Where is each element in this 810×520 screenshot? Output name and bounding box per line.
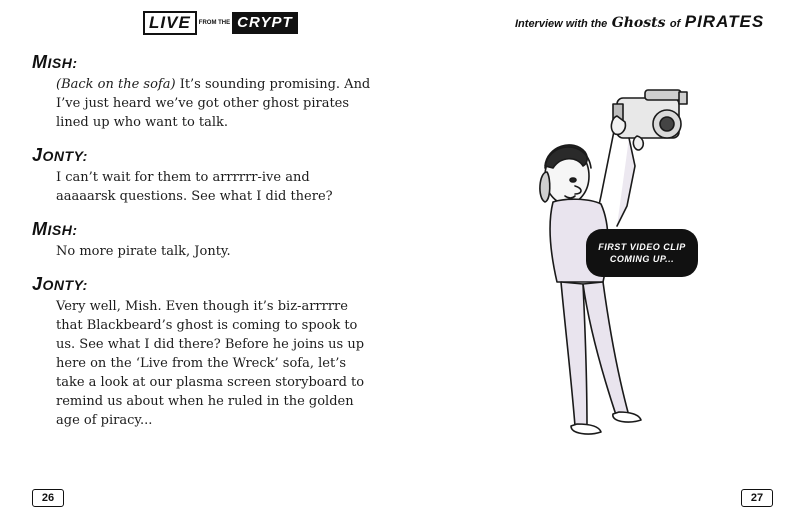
speaker-name: MISH: [32,52,78,72]
dialogue-entry [32,145,392,206]
logo-crypt-text: CRYPT [232,12,298,34]
logo-from-text: FROM THE [198,19,231,26]
right-page [405,0,810,520]
dialogue-line: Very well, Mish. Even though it’s biz-arrrrre that Blackbeard’s ghost is coming to spook to us. See what I did there? Before he joins us up here on the ‘Live from the Wreck’ sofa, let’s take a look at our plasma screen storyboard to remind us about when he ruled in the golden age of piracy... [56,299,365,428]
speech-bubble [586,229,698,277]
speech-bubble-line: FIRST VIDEO CLIP [598,242,686,252]
dialogue-entry [32,219,392,261]
logo-live-text: LIVE [143,11,197,35]
dialogue-line: No more pirate talk, Jonty. [56,244,231,259]
script-dialogue [32,52,392,443]
stage-direction: (Back on the sofa) [56,77,176,92]
dialogue-entry [32,274,392,430]
speaker-name: MISH: [32,219,78,239]
dialogue-line: I can’t wait for them to arrrrrr-ive and aaaaarsk questions. See what I did there? [56,170,333,204]
speaker-name: JONTY: [32,274,88,294]
speaker-name: JONTY: [32,145,88,165]
page-number-left: 26 [32,489,64,507]
running-title: Interview with the Ghosts of PIRATES [515,12,765,31]
speech-bubble-line: COMING UP... [609,254,675,264]
live-from-the-crypt-logo [143,10,298,36]
dialogue-entry [32,52,392,132]
dialogue-line: (Back on the sofa) It’s sounding promising. And I’ve just heard we’ve got other ghost pirates lined up who want to talk. [56,77,371,130]
page-number-right: 27 [741,489,773,507]
